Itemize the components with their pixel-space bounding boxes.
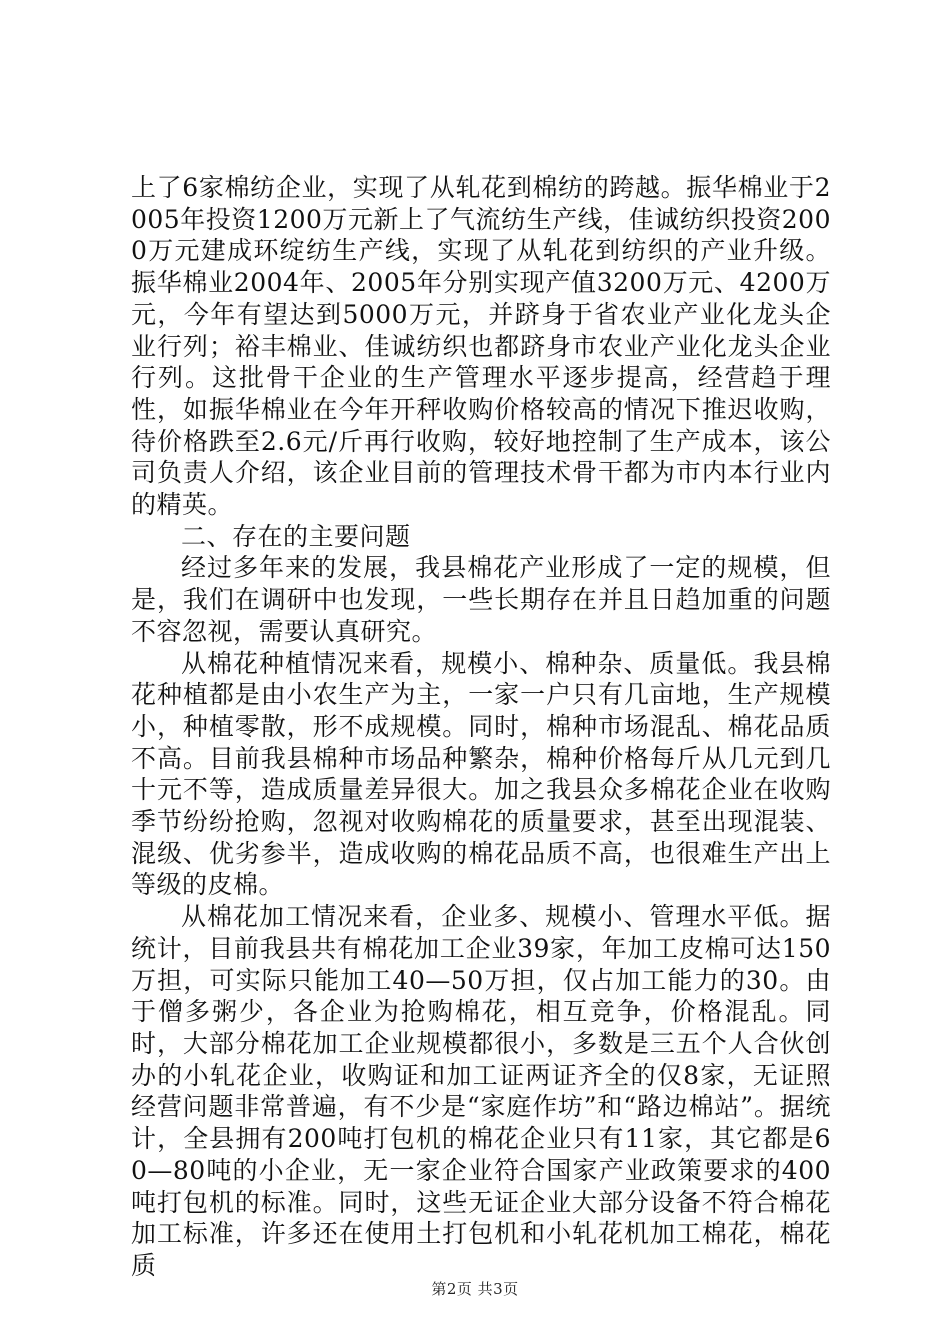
paragraph-development-overview: 经过多年来的发展，我县棉花产业形成了一定的规模，但是，我们在调研中也发现，一些长期存在并且日趋加重的问题不容忽视，需要认真研究。 <box>131 553 831 646</box>
section-heading-main-problems: 二、存在的主要问题 <box>181 521 411 551</box>
paragraph-continuation: 上了6家棉纺企业，实现了从轧花到棉纺的跨越。振华棉业于2005年投资1200万元新上了气流纺生产线，佳诚纺织投资2000万元建成环绽纺生产线，实现了从轧花到纺织的产业升级。振华棉业2004年、2005年分别实现产值3200万元、4200万元，今年有望达到5000万元，并跻身于省农业产业化龙头企业行列；裕丰棉业、佳诚纺织也都跻身市农业产业化龙头企业行列。这批骨干企业的生产管理水平逐步提高，经营趋于理性，如振华棉业在今年开秤收购价格较高的情况下推迟收购，待价格跌至2.6元/斤再行收购，较好地控制了生产成本，该公司负责人介绍，该企业目前的管理技术骨干都为市内本行业内的精英。 <box>131 173 831 520</box>
page-footer: 第2页 共3页 <box>431 1280 519 1298</box>
paragraph-planting-situation: 从棉花种植情况来看，规模小、棉种杂、质量低。我县棉花种植都是由小农生产为主，一家一户只有几亩地，生产规模小，种植零散，形不成规模。同时，棉种市场混乱、棉花品质不高。目前我县棉种市场品种繁杂，棉种价格每斤从几元到几十元不等，造成质量差异很大。加之我县众多棉花企业在收购季节纷纷抢购，忽视对收购棉花的质量要求，甚至出现混装、混级、优劣参半，造成收购的棉花品质不高，也很难生产出上等级的皮棉。 <box>131 648 831 900</box>
paragraph-processing-situation: 从棉花加工情况来看，企业多、规模小、管理水平低。据统计，目前我县共有棉花加工企业39家，年加工皮棉可达150万担，可实际只能加工40—50万担，仅占加工能力的30。由于僧多粥少，各企业为抢购棉花，相互竞争，价格混乱。同时，大部分棉花加工企业规模都很小，多数是三五个人合伙创办的小轧花企业，收购证和加工证两证齐全的仅8家，无证照经营问题非常普遍，有不少是“家庭作坊”和“路边棉站”。据统计，全县拥有200吨打包机的棉花企业只有11家，其它都是60—80吨的小企业，无一家企业符合国家产业政策要求的400吨打包机的标准。同时，这些无证企业大部分设备不符合棉花加工标准，许多还在使用土打包机和小轧花机加工棉花，棉花质 <box>131 902 831 1280</box>
document-body <box>131 172 831 1282</box>
